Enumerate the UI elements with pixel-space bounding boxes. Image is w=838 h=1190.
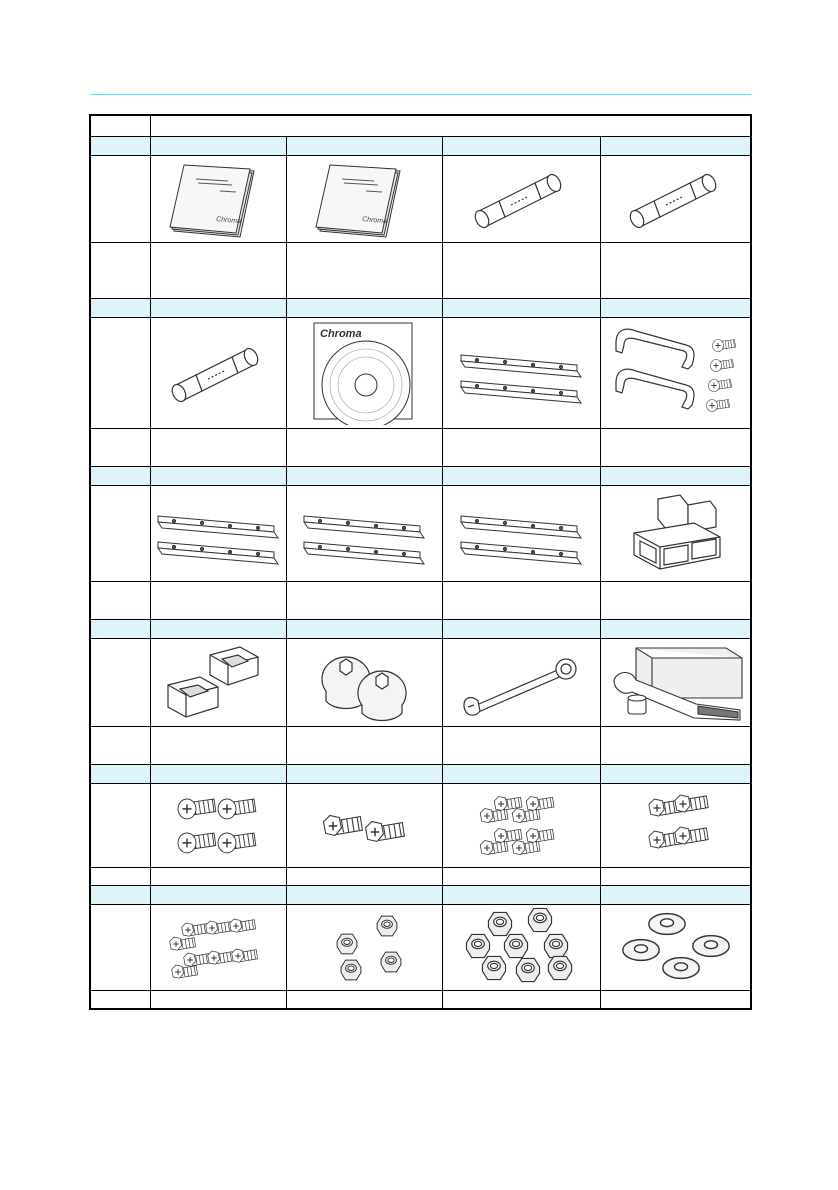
item-cell: [601, 156, 751, 243]
socket-ratchet-kit-icon: [606, 640, 746, 726]
hex-screws-set-icon: [461, 786, 581, 866]
cap-nuts-icon: [304, 641, 424, 725]
image-row: [90, 784, 751, 868]
item-cell: [287, 156, 442, 243]
description-row: [90, 868, 751, 886]
header-cell-item: [150, 115, 751, 137]
item-cell: [442, 156, 600, 243]
rack-bracket-icon: [451, 494, 591, 574]
label-row: [90, 137, 751, 156]
fuse-icon: [616, 159, 736, 239]
handles-with-screws-icon: [606, 323, 746, 423]
item-cell: [150, 156, 286, 243]
cd-disc-icon: [304, 321, 424, 425]
header-cell-no: [90, 115, 150, 137]
item-cell: [601, 905, 751, 991]
item-cell: [287, 784, 442, 868]
label-row: [90, 467, 751, 486]
item-cell: [601, 784, 751, 868]
description-row: [90, 243, 751, 299]
item-cell: [150, 639, 286, 727]
item-cell: [601, 639, 751, 727]
cd-brand: Chroma: [320, 328, 362, 340]
header-rule: [90, 94, 751, 95]
image-row: [90, 905, 751, 991]
item-cell: [601, 486, 751, 582]
description-row: [90, 429, 751, 467]
fuse-icon: [158, 328, 278, 418]
item-cell: [442, 905, 600, 991]
hex-bolts-icon: [158, 908, 278, 988]
label-row: [90, 765, 751, 784]
item-cell: [150, 905, 286, 991]
image-row: [90, 318, 751, 429]
item-cell: [442, 486, 600, 582]
fuse-icon: [461, 159, 581, 239]
item-cell: [287, 486, 442, 582]
rack-bracket-icon: [153, 494, 283, 574]
item-cell: [150, 784, 286, 868]
item-cell: [287, 318, 442, 429]
description-row: [90, 991, 751, 1009]
manual-booklet-icon: [304, 159, 424, 239]
image-row: [90, 639, 751, 727]
item-cell: [442, 639, 600, 727]
hex-nuts-large-icon: [456, 906, 586, 990]
rack-bracket-icon: [294, 494, 434, 574]
manual-booklet-icon: [158, 159, 278, 239]
item-cell: [287, 639, 442, 727]
table-header-row: [90, 115, 751, 137]
item-cell: [150, 318, 286, 429]
item-cell: [287, 905, 442, 991]
hex-flange-screws-icon: [309, 786, 419, 866]
accessories-table: [89, 114, 752, 1010]
item-cell: [442, 784, 600, 868]
washer-screws-icon: [621, 786, 731, 866]
flat-head-screws-icon: [163, 786, 273, 866]
flat-washers-icon: [611, 908, 741, 988]
rack-bracket-icon: [451, 328, 591, 418]
image-row: [90, 156, 751, 243]
label-row: [90, 620, 751, 639]
rubber-feet-icon: [158, 641, 278, 725]
description-row: [90, 582, 751, 620]
wrench-icon: [456, 643, 586, 723]
item-cell: [150, 486, 286, 582]
label-row: [90, 299, 751, 318]
item-cell: [442, 318, 600, 429]
description-row: [90, 727, 751, 765]
connector-block-icon: [616, 491, 736, 577]
label-row: [90, 886, 751, 905]
image-row: [90, 486, 751, 582]
hex-nuts-small-icon: [309, 908, 419, 988]
item-cell: [601, 318, 751, 429]
